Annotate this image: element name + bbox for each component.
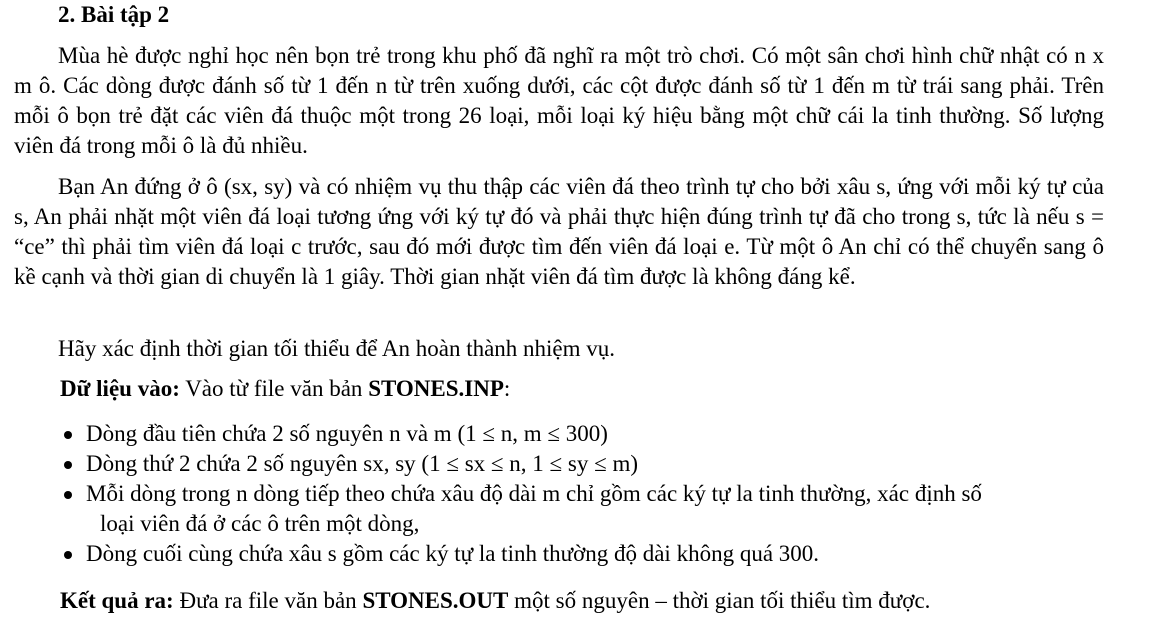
list-item-text-continuation: loại viên đá ở các ô trên một dòng,	[100, 511, 420, 536]
output-spec-line	[60, 586, 930, 616]
question-paragraph: Hãy xác định thời gian tối thiểu để An hoàn thành nhiệm vụ.	[58, 336, 616, 361]
output-label: Kết quả ra:	[60, 588, 174, 613]
bullet-icon	[64, 461, 72, 469]
input-label: Dữ liệu vào:	[60, 376, 180, 401]
output-filename: STONES.OUT	[362, 588, 509, 613]
problem-description-paragraph: Mùa hè được nghỉ học nên bọn trẻ trong khu phố đã nghĩ ra một trò chơi. Có một sân chơi hình chữ nhật có n x m ô. Các dòng được đánh số từ 1 đến n từ trên xuống dưới, các cột được đánh số từ 1 đến m từ trái sang phải. Trên mỗi ô bọn trẻ đặt các viên đá thuộc một trong 26 loại, mỗi loại ký hiệu bằng một chữ cái la tinh thường. Số lượng viên đá trong mỗi ô là đủ nhiều.	[14, 43, 1104, 158]
list-item	[60, 539, 1110, 569]
list-item	[60, 419, 1110, 449]
section-heading: 2. Bài tập 2	[58, 2, 170, 27]
list-item	[60, 479, 1110, 539]
input-filename: STONES.INP	[368, 376, 504, 401]
task-description-paragraph: Bạn An đứng ở ô (sx, sy) và có nhiệm vụ thu thập các viên đá theo trình tự cho bởi xâu s, ứng với mỗi ký tự của s, An phải nhặt một viên đá loại tương ứng với ký tự đó và phải thực hiện đúng trình tự đã cho trong s, tức là nếu s = “ce” thì phải tìm viên đá loại c trước, sau đó mới được tìm đến viên đá loại e. Từ một ô An chỉ có thể chuyển sang ô kề cạnh và thời gian di chuyển là 1 giây. Thời gian nhặt viên đá tìm được là không đáng kể.	[14, 174, 1104, 289]
input-spec-line	[60, 374, 510, 404]
bullet-icon	[64, 491, 72, 499]
list-item-text: Mỗi dòng trong n dòng tiếp theo chứa xâu độ dài m chỉ gồm các ký tự la tinh thường, xác định số	[86, 481, 982, 506]
bullet-icon	[64, 551, 72, 559]
bullet-icon	[64, 431, 72, 439]
input-text-after: :	[503, 376, 511, 401]
list-item-text: Dòng thứ 2 chứa 2 số nguyên sx, sy (1 ≤ sx ≤ n, 1 ≤ sy ≤ m)	[86, 451, 639, 476]
list-item	[60, 449, 1110, 479]
output-text-after: một số nguyên – thời gian tối thiểu tìm được.	[508, 588, 931, 613]
list-item-text: Dòng đầu tiên chứa 2 số nguyên n và m (1 ≤ n, m ≤ 300)	[86, 421, 608, 446]
output-text-before: Đưa ra file văn bản	[173, 588, 363, 613]
input-text-before: Vào từ file văn bản	[179, 376, 369, 401]
input-format-list	[60, 419, 1110, 569]
list-item-text: Dòng cuối cùng chứa xâu s gồm các ký tự la tinh thường độ dài không quá 300.	[86, 541, 820, 566]
